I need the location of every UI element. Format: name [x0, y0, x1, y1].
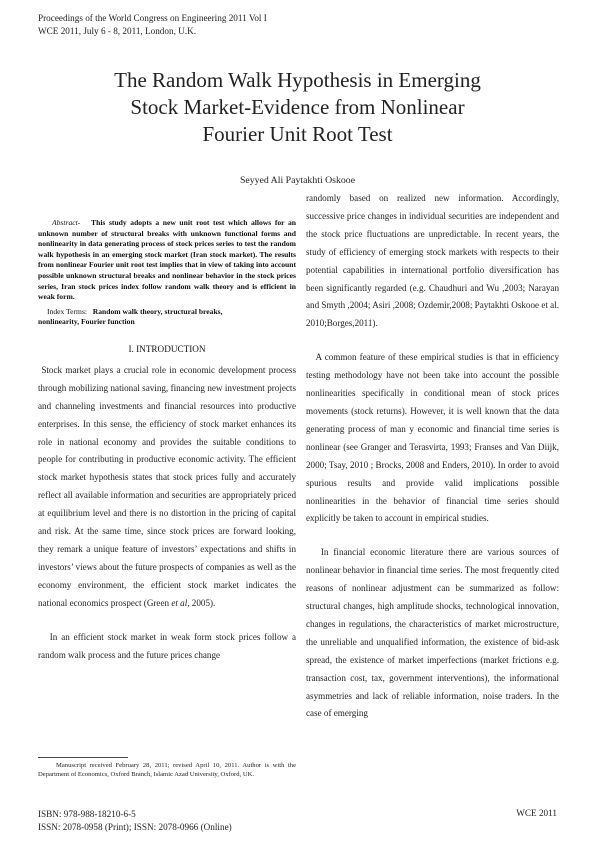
footnote-rule: [38, 757, 128, 758]
index-terms: [38, 307, 296, 328]
section-heading-introduction: I. INTRODUCTION: [128, 343, 206, 354]
intro-p1-end: , 2005).: [187, 597, 216, 608]
title-line3: Fourier Unit Root Test: [202, 122, 393, 146]
footnote: [38, 762, 296, 779]
footer-conference: WCE 2011: [516, 808, 557, 818]
title-line2: Stock Market-Evidence from Nonlinear: [130, 95, 465, 119]
title-line1: The Random Walk Hypothesis in Emerging: [114, 68, 481, 92]
index-terms-text: Random walk theory, structural breaks,: [92, 306, 223, 316]
paper-title: [60, 67, 535, 148]
intro-p1-text: Stock market plays a crucial role in economic development process through mobilizing national saving, financing new investment projects and channeling investments and financial resources into productive enterprises. In this sense, the efficiency of stock market enhances its role in national economy and provides the suitable conditions to people for contributing in productive economic activity. The efficient stock market hypothesis states that stock prices fully and accurately reflect all available information and securities are appropriately priced at equilibrium level and there is no distortion in the pricing of capital and risk. At the same time, since stock prices are forward looking, they remark a unique feature of investors’ expectations and shifts in investors’ views about the future prospects of companies as well as the economy environment, the efficient stock market indicates the national economics prospect (Green: [38, 364, 296, 608]
intro-p2-text: In an efficient stock market in weak form stock prices follow a random walk process and the future prices change: [38, 631, 296, 660]
intro-paragraph-2: [38, 629, 296, 665]
running-head-line1: Proceedings of the World Congress on Engineering 2011 Vol I: [38, 13, 267, 23]
right-paragraph-3: [306, 544, 559, 723]
abstract-text: This study adopts a new unit root test which allows for an unknown number of structural breaks with unknown functional forms and nonlinearity in data generating process of stock prices series to test the random walk hypothesis in an emerging stock market (Iran stock market). The results from nonlinear Fourier unit root test implies that in view of taking into account possible unknown structural breaks and nonlinear behavior in the stock prices series, Iran stock prices index follow random walk theory and is efficient in weak form.: [38, 218, 296, 302]
left-column: [38, 218, 296, 664]
index-terms-rest: nonlinearity, Fourier function: [38, 317, 135, 327]
running-head: [38, 12, 267, 37]
right-p2-text: A common feature of these empirical studies is that in efficiency testing methodology have not been take into account the possible nonlinearities specifically in conditional mean of stock prices movements (stock returns). However, it is well known that the data generating process of man y economic and financial time series is nonlinear (see Granger and Terasvirta, 1993; Franses and Van Diijk, 2000; Tsay, 2010 ; Brocks, 2008 and Enders, 2010). In order to avoid spurious results and provide valid implications possible nonlinearities in the behavior of financial time series should explicitly be taken to account in empirical studies.: [306, 352, 559, 524]
footnote-text: Manuscript received February 28, 2011; revised April 10, 2011. Author is with the Department of Economics, Oxford Branch, Islamic Azad University, Oxford, UK.: [38, 762, 296, 778]
intro-p1-etal: et al: [171, 597, 188, 608]
footer-issn: ISSN: 2078-0958 (Print); ISSN: 2078-0966 (Online): [38, 822, 232, 832]
author-name: Seyyed Ali Paytakhti Oskooe: [239, 175, 356, 186]
right-column: [306, 190, 559, 723]
running-head-line2: WCE 2011, July 6 - 8, 2011, London, U.K.: [38, 25, 197, 36]
right-paragraph-1: randomly based on realized new information. Accordingly, successive price changes in individual securities are independent and the stock price fluctuations are unpredictable. In recent years, the study of efficiency of emerging stock markets with respects to their potential capabilities in international portfolio diversification has been significantly regarded (e.g. Chaudhuri and Wu ,2003; Narayan and Smyth ,2004; Asiri ,2008; Ozdemir,2008; Paytakhti Oskooe et al. 2010;Borges,2011).: [306, 193, 559, 329]
intro-paragraph-1: [38, 362, 296, 613]
right-p3-text: In financial economic literature there are various sources of nonlinear behavior in financial time series. The most frequently cited reasons of nonlinear adjustment can be summarized as follow: structural changes, high amplitude shocks, technological innovation, changes in regulations, the characteristics of market microstructure, the unreliable and unqualified information, the existence of bid-ask spread, the existence of market imperfections (market frictions e.g. transaction cost, tax, government interventions), the informational asymmetries and lack of reliable information, noise traders. In the case of emerging: [306, 547, 559, 719]
footer-isbn: ISBN: 978-988-18210-6-5: [38, 809, 136, 819]
footer-identifiers: [38, 808, 232, 834]
abstract-label: Abstract-: [52, 218, 81, 227]
abstract: [38, 218, 296, 303]
right-paragraph-2: [306, 349, 559, 528]
index-terms-label: Index Terms:: [47, 306, 88, 316]
